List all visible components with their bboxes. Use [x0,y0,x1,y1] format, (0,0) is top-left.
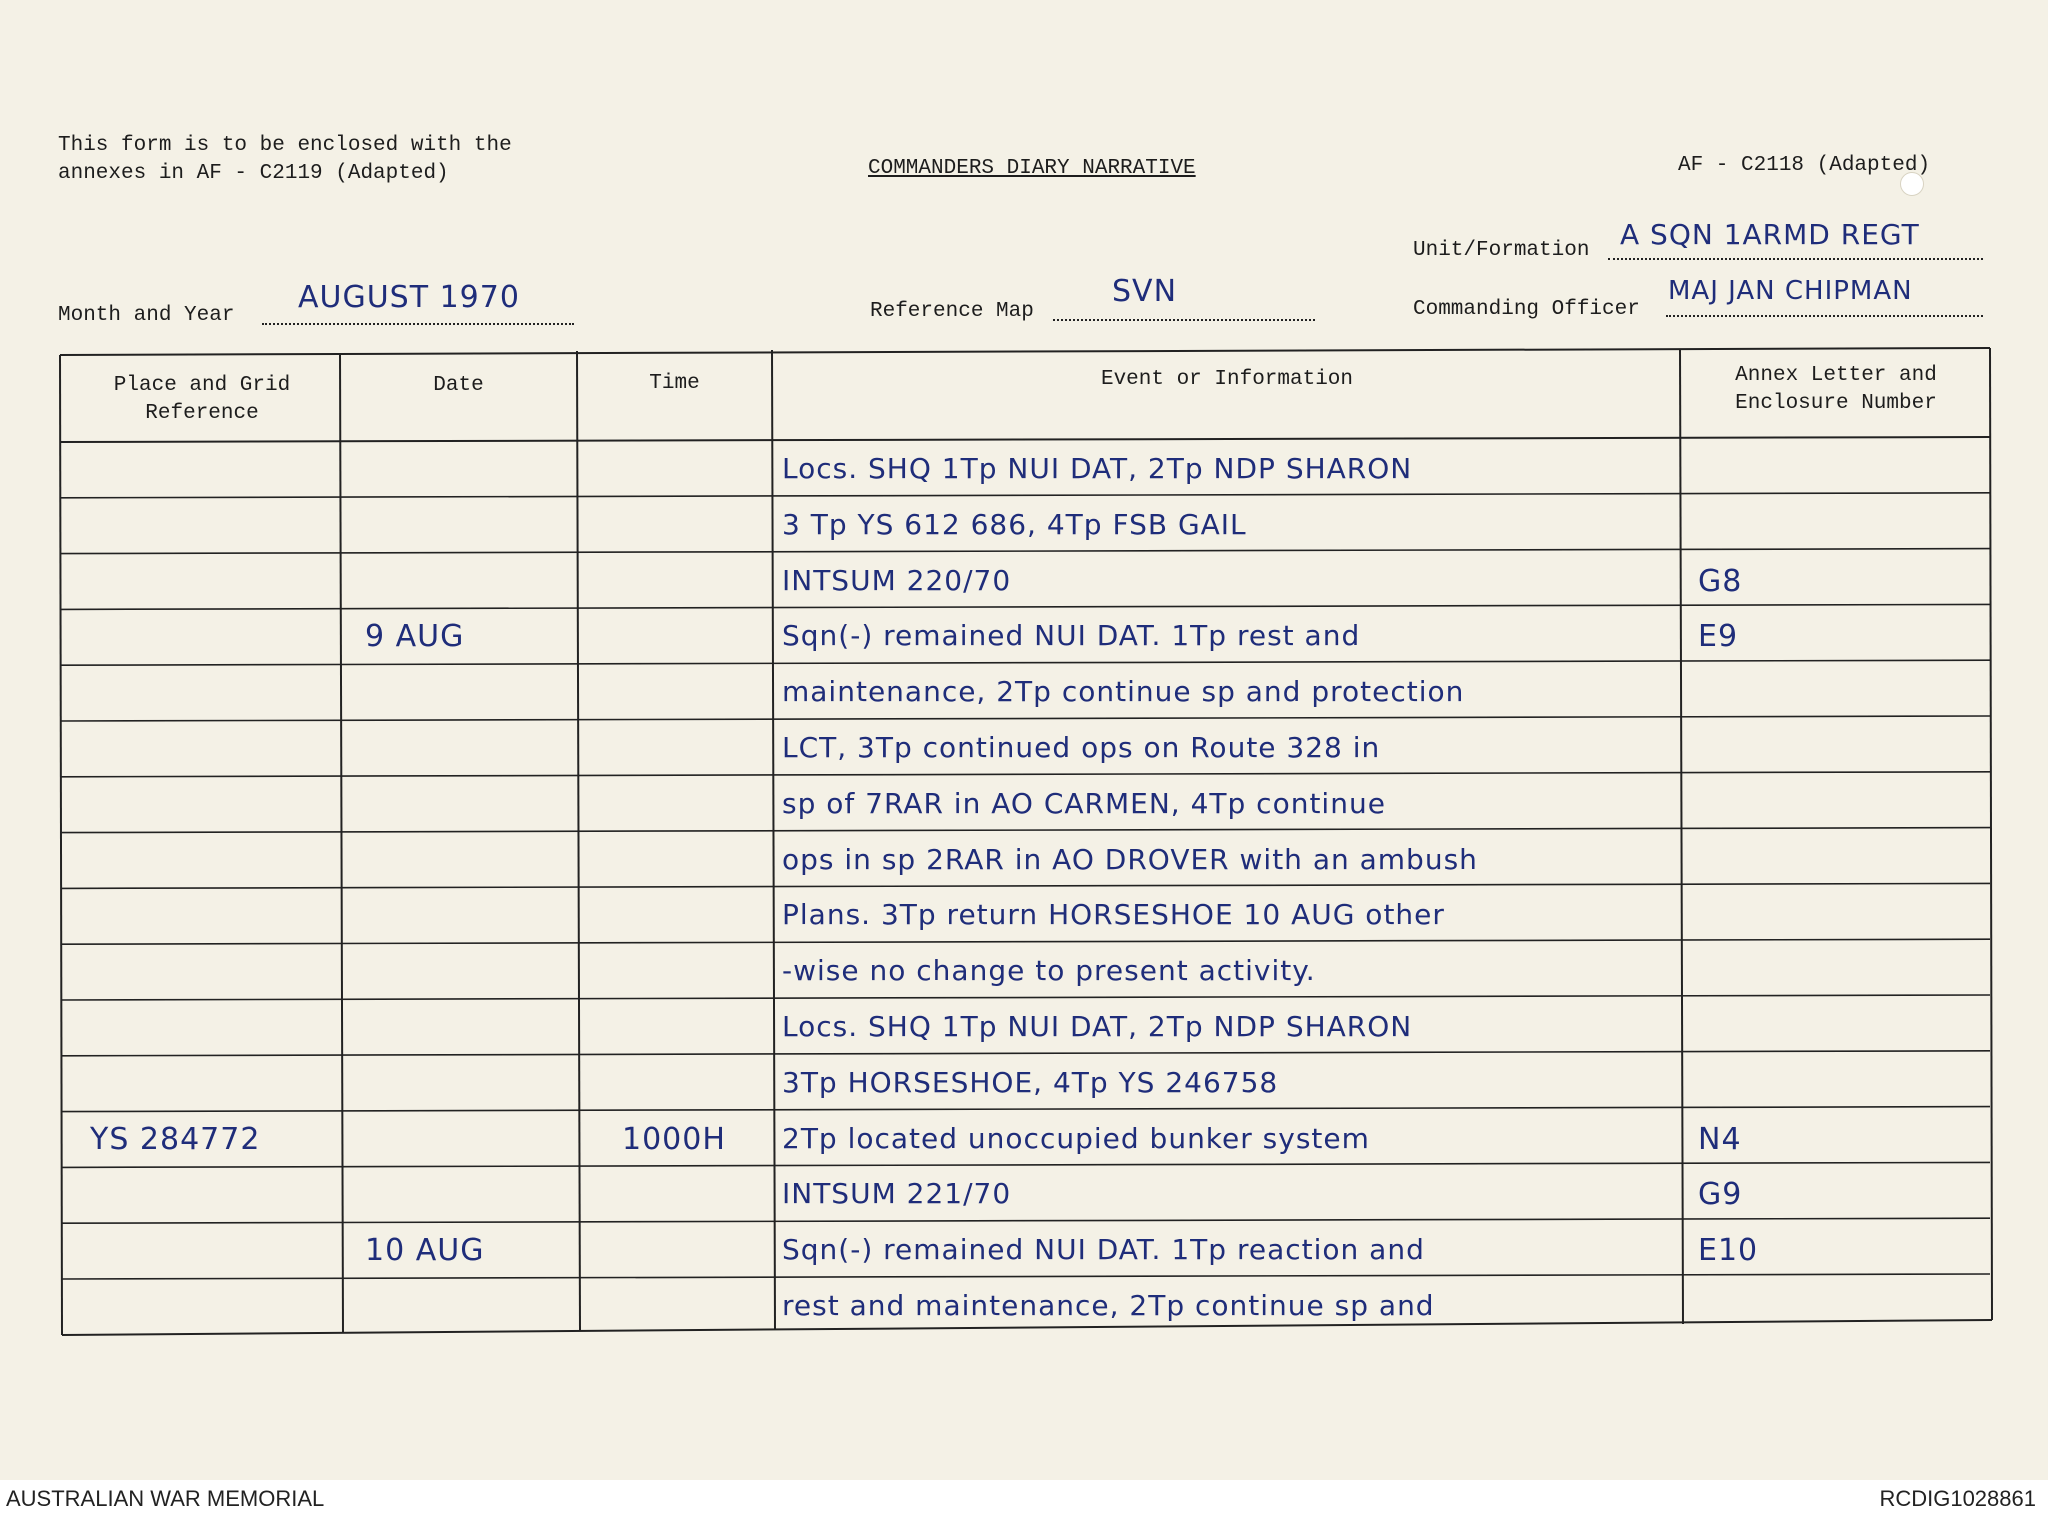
row-event-cell: -wise no change to present activity. [782,954,1316,988]
row-divider [60,549,1990,554]
row-place-cell: YS 284772 [90,1121,261,1157]
row-divider [62,1274,1991,1279]
row-event-cell: 3Tp HORSESHOE, 4Tp YS 246758 [782,1065,1279,1099]
row-divider [60,660,1990,665]
row-annex-cell: E9 [1698,619,1739,655]
co-value: MAJ JAN CHIPMAN [1668,276,1913,306]
footer-source: AUSTRALIAN WAR MEMORIAL [6,1486,325,1511]
row-annex-cell: G9 [1698,1177,1743,1213]
row-event-cell: ops in sp 2RAR in AO DROVER with an ambush [782,842,1478,876]
row-event-cell: rest and maintenance, 2Tp continue sp and [782,1289,1435,1322]
footer-id: RCDIG1028861 [1879,1486,2036,1511]
form-note-line2: annexes in AF - C2119 (Adapted) [58,162,449,185]
unit-label: Unit/Formation [1413,239,1590,262]
row-event-cell: Plans. 3Tp return HORSESHOE 10 AUG other [782,898,1445,932]
row-divider [61,939,1990,944]
form-title: COMMANDERS DIARY NARRATIVE [868,157,1196,180]
row-divider [61,828,1990,833]
table-bottom-border [62,1320,1992,1335]
row-event-cell: sp of 7RAR in AO CARMEN, 4Tp continue [782,786,1386,820]
row-time-cell: 1000H [622,1121,726,1157]
row-event-cell: Locs. SHQ 1Tp NUI DAT, 2Tp NDP SHARON [782,452,1413,485]
row-divider [61,1051,1990,1056]
header-bottom-border [60,437,1990,442]
col-border-right [1990,348,1992,1320]
row-event-cell: INTSUM 221/70 [782,1177,1012,1211]
month-value: AUGUST 1970 [298,280,520,315]
row-annex-cell: G8 [1698,563,1743,599]
row-event-cell: maintenance, 2Tp continue sp and protection [782,675,1465,709]
row-divider [61,995,1990,1000]
archive-footer [0,1480,2048,1517]
row-divider [60,493,1990,498]
co-label: Commanding Officer [1413,298,1640,321]
row-divider [61,1162,1990,1167]
row-event-cell: Locs. SHQ 1Tp NUI DAT, 2Tp NDP SHARON [782,1010,1413,1043]
row-divider [61,1218,1990,1223]
table-top-border [60,348,1990,355]
row-annex-cell: N4 [1698,1121,1742,1157]
map-value: SVN [1112,274,1178,309]
row-divider [61,772,1990,777]
map-label: Reference Map [870,300,1034,323]
row-divider [61,716,1991,721]
month-label: Month and Year [58,304,235,327]
col-header-place: Place and Grid Reference [113,374,291,425]
row-event-cell: Sqn(-) remained NUI DAT. 1Tp rest and [782,619,1361,653]
col-border-1 [340,353,343,1333]
row-divider [61,1107,1990,1112]
form-code: AF - C2118 (Adapted) [1678,154,1931,177]
col-border-2 [577,351,580,1331]
row-event-cell: 2Tp located unoccupied bunker system [782,1121,1370,1155]
col-border-4 [1680,349,1683,1324]
row-event-cell: 3 Tp YS 612 686, 4Tp FSB GAIL [782,507,1247,541]
row-event-cell: Sqn(-) remained NUI DAT. 1Tp reaction and [782,1233,1425,1267]
row-divider [60,604,1990,609]
unit-value: A SQN 1ARMD REGT [1620,218,1920,251]
col-header-event: Event or Information [1100,368,1354,391]
col-border-left [60,355,62,1335]
col-border-3 [772,350,775,1330]
form-note-line1: This form is to be enclosed with the [58,134,512,157]
row-annex-cell: E10 [1698,1233,1759,1269]
row-date-cell: 9 AUG [365,619,465,655]
row-divider [61,883,1990,888]
row-event-cell: LCT, 3Tp continued ops on Route 328 in [782,731,1381,764]
col-header-time: Time [649,372,700,395]
row-date-cell: 10 AUG [365,1233,485,1269]
row-event-cell: INTSUM 220/70 [782,563,1012,597]
col-header-date: Date [433,374,484,397]
col-header-annex: Annex Letter and Enclosure Number [1735,364,1937,415]
